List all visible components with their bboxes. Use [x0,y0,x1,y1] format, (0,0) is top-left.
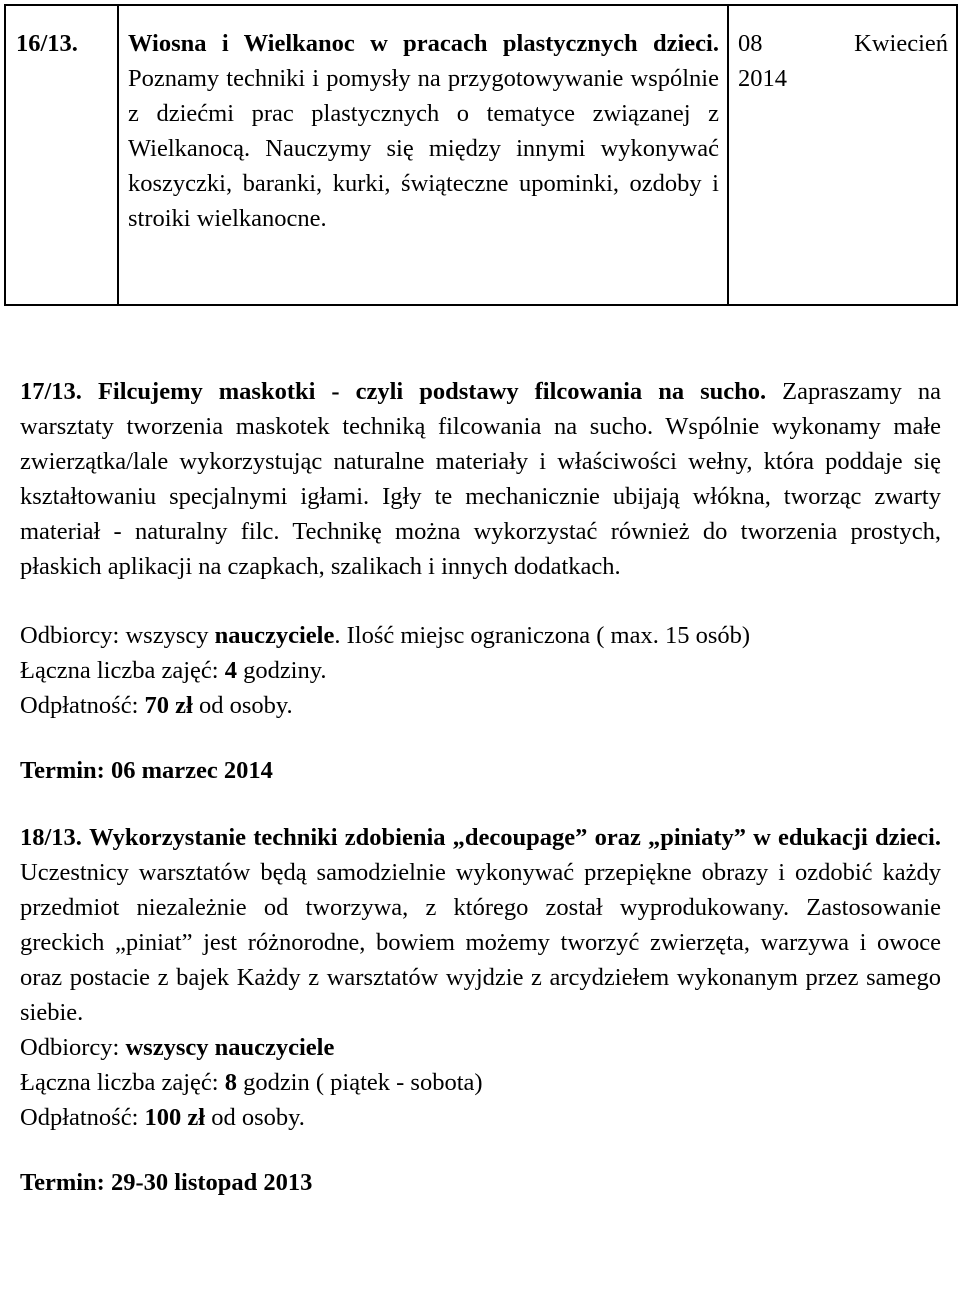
course-16-date-day: 08 [738,30,763,57]
course-18-term: Termin: 29-30 listopad 2013 [20,1169,313,1196]
course-16-date-cell [729,6,956,304]
course-17-recipients-value: nauczyciele [214,622,335,649]
course-17-title: Filcujemy maskotki - czyli podstawy filcowania na sucho. [97,378,767,405]
course-16-description-cell [119,6,729,304]
course-18-recipients: Odbiorcy: wszyscy nauczyciele [20,1034,335,1061]
course-18-hours-value: 8 [224,1069,237,1096]
document-body [20,374,941,1200]
course-17-fee: Odpłatność: 70 zł od osoby. [20,692,293,719]
course-18-title: Wykorzystanie techniki zdobienia „decoupage” oraz „piniaty” w edukacji dzieci. [89,824,941,851]
course-18-fee: Odpłatność: 100 zł od osoby. [20,1104,305,1131]
course-16-date-line [738,26,948,61]
course-18-hours: Łączna liczba zajęć: 8 godzin ( piątek - sobota) [20,1069,483,1096]
course-17-number: 17/13. [20,378,82,405]
course-17-places-note: . Ilość miejsc ograniczona ( max. 15 osób) [334,622,751,649]
course-16-description: Poznamy techniki i pomysły na przygotowywanie wspólnie z dziećmi prac plastycznych o tematyce związanej z Wielkanocą. Nauczymy się między innymi wykonywać koszyczki, baranki, kurki, świąteczne upominki, ozdoby i stroiki wielkanocne. [128,65,719,232]
course-17-term: Termin: 06 marzec 2014 [20,757,273,784]
course-17-hours: Łączna liczba zajęć: 4 godziny. [20,657,327,684]
course-18-fee-value: 100 zł [144,1104,206,1131]
course-17-recipients: Odbiorcy: wszyscy nauczyciele. Ilość miejsc ograniczona ( max. 15 osób) [20,622,751,649]
course-16-table [4,4,958,306]
course-18-description: Uczestnicy warsztatów będą samodzielnie wykonywać przepiękne obrazy i ozdobić każdy przedmiot niezależnie od tworzywa, z którego został wyprodukowany. Zastosowanie greckich „piniat” jest różnorodne, bowiem możemy tworzyć zwierzęta, warzywa i owoce oraz postacie z bajek Każdy z warsztatów wyjdzie z arcydziełem wykonanym przez samego siebie. [20,859,941,1026]
course-17-paragraph [20,374,941,584]
course-16-date-year: 2014 [738,65,787,92]
course-17-description: Zapraszamy na warsztaty tworzenia maskotek techniką filcowania na sucho. Wspólnie wykonamy małe zwierzątka/lale wykorzystując naturalne materiały i właściwości wełny, która poddaje się kształtowaniu specjalnymi igłami. Igły te mechanicznie ubijają włókna, tworząc zwarty materiał - naturalny filc. Technikę można wykorzystać również do tworzenia prostych, płaskich aplikacji na czapkach, szalikach i innych dodatkach. [20,378,942,580]
course-17-fee-value: 70 zł [144,692,193,719]
course-16-date-month: Kwiecień [854,30,948,57]
course-16-number: 16/13. [6,6,119,304]
course-17-hours-value: 4 [224,657,237,684]
course-16-title: Wiosna i Wielkanoc w pracach plastycznych dzieci. [128,30,719,57]
course-18-number: 18/13. [20,824,82,851]
course-18-paragraph [20,820,941,1030]
course-18-recipients-value: wszyscy nauczyciele [125,1034,335,1061]
